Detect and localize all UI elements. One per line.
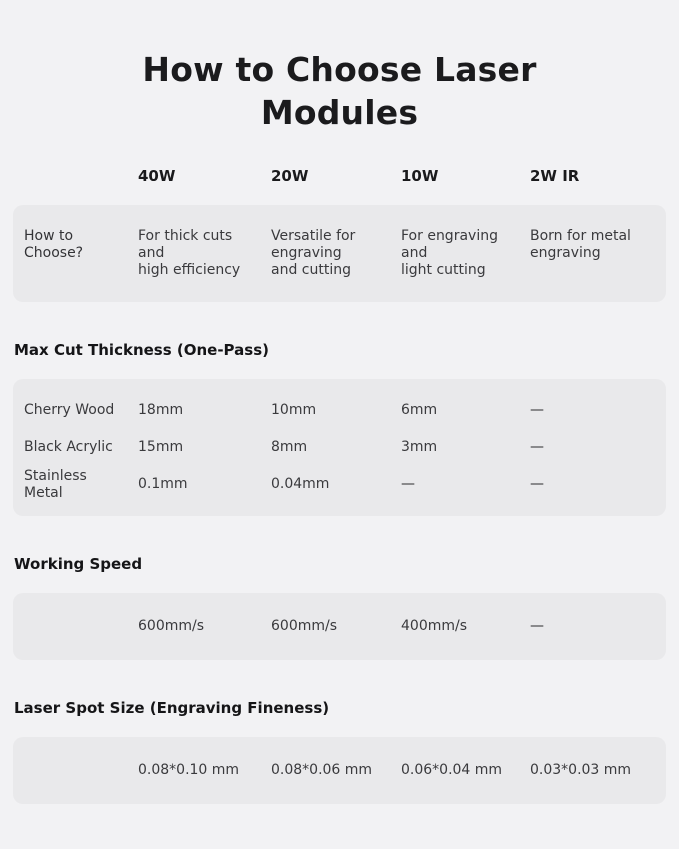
how-to-choose-card [13,205,666,302]
table-cell: 15mm [138,439,184,455]
column-header-row [13,167,666,186]
row-label-cherry-wood: Cherry Wood [24,402,115,418]
table-cell: — [530,439,544,455]
column-header-20w: 20W [271,167,309,185]
how-to-choose-cell-2w-ir: Born for metal engraving [530,228,631,261]
section-heading-max-cut-thickness: Max Cut Thickness (One-Pass) [14,341,269,359]
max-cut-thickness-card [13,379,666,516]
row-label-black-acrylic: Black Acrylic [24,439,113,455]
row-label-how-to-choose: How to Choose? [24,228,84,261]
table-cell: 18mm [138,402,184,418]
table-cell: 0.03*0.03 mm [530,762,632,778]
table-cell: 600mm/s [138,618,205,634]
section-heading-working-speed: Working Speed [14,555,143,573]
table-cell: 400mm/s [401,618,468,634]
how-to-choose-cell-10w: For engraving and light cutting [401,228,498,278]
how-to-choose-cell-40w: For thick cuts and high efficiency [138,228,241,278]
how-to-choose-cell-20w: Versatile for engraving and cutting [271,228,356,278]
table-row-black-acrylic [24,429,655,466]
table-cell: 0.06*0.04 mm [401,762,503,778]
table-cell: — [530,402,544,418]
table-cell: 6mm [401,402,438,418]
table-cell: 0.04mm [271,476,330,492]
table-cell: 0.08*0.06 mm [271,762,373,778]
table-cell: — [530,618,544,634]
table-cell: 600mm/s [271,618,338,634]
page-title [0,48,679,134]
table-cell: — [401,476,415,492]
laser-spot-size-card [13,737,666,804]
table-cell: 0.1mm [138,476,188,492]
page-title-line-2: Modules [260,93,419,132]
table-row-working-speed [24,608,655,645]
how-to-choose-row [24,228,655,279]
table-cell: 3mm [401,439,438,455]
table-row-cherry-wood [24,392,655,429]
working-speed-card [13,593,666,660]
table-cell: 0.08*0.10 mm [138,762,240,778]
table-cell: 10mm [271,402,317,418]
section-heading-laser-spot-size: Laser Spot Size (Engraving Fineness) [14,699,330,717]
row-label-stainless-metal: Stainless Metal [24,467,87,501]
column-header-40w: 40W [138,167,176,185]
column-header-2w-ir: 2W IR [530,167,580,185]
column-header-10w: 10W [401,167,439,185]
page-title-line-1: How to Choose Laser [142,50,537,89]
table-cell: — [530,476,544,492]
table-row-laser-spot-size [24,752,655,789]
table-row-stainless-metal [24,466,655,503]
table-cell: 8mm [271,439,308,455]
